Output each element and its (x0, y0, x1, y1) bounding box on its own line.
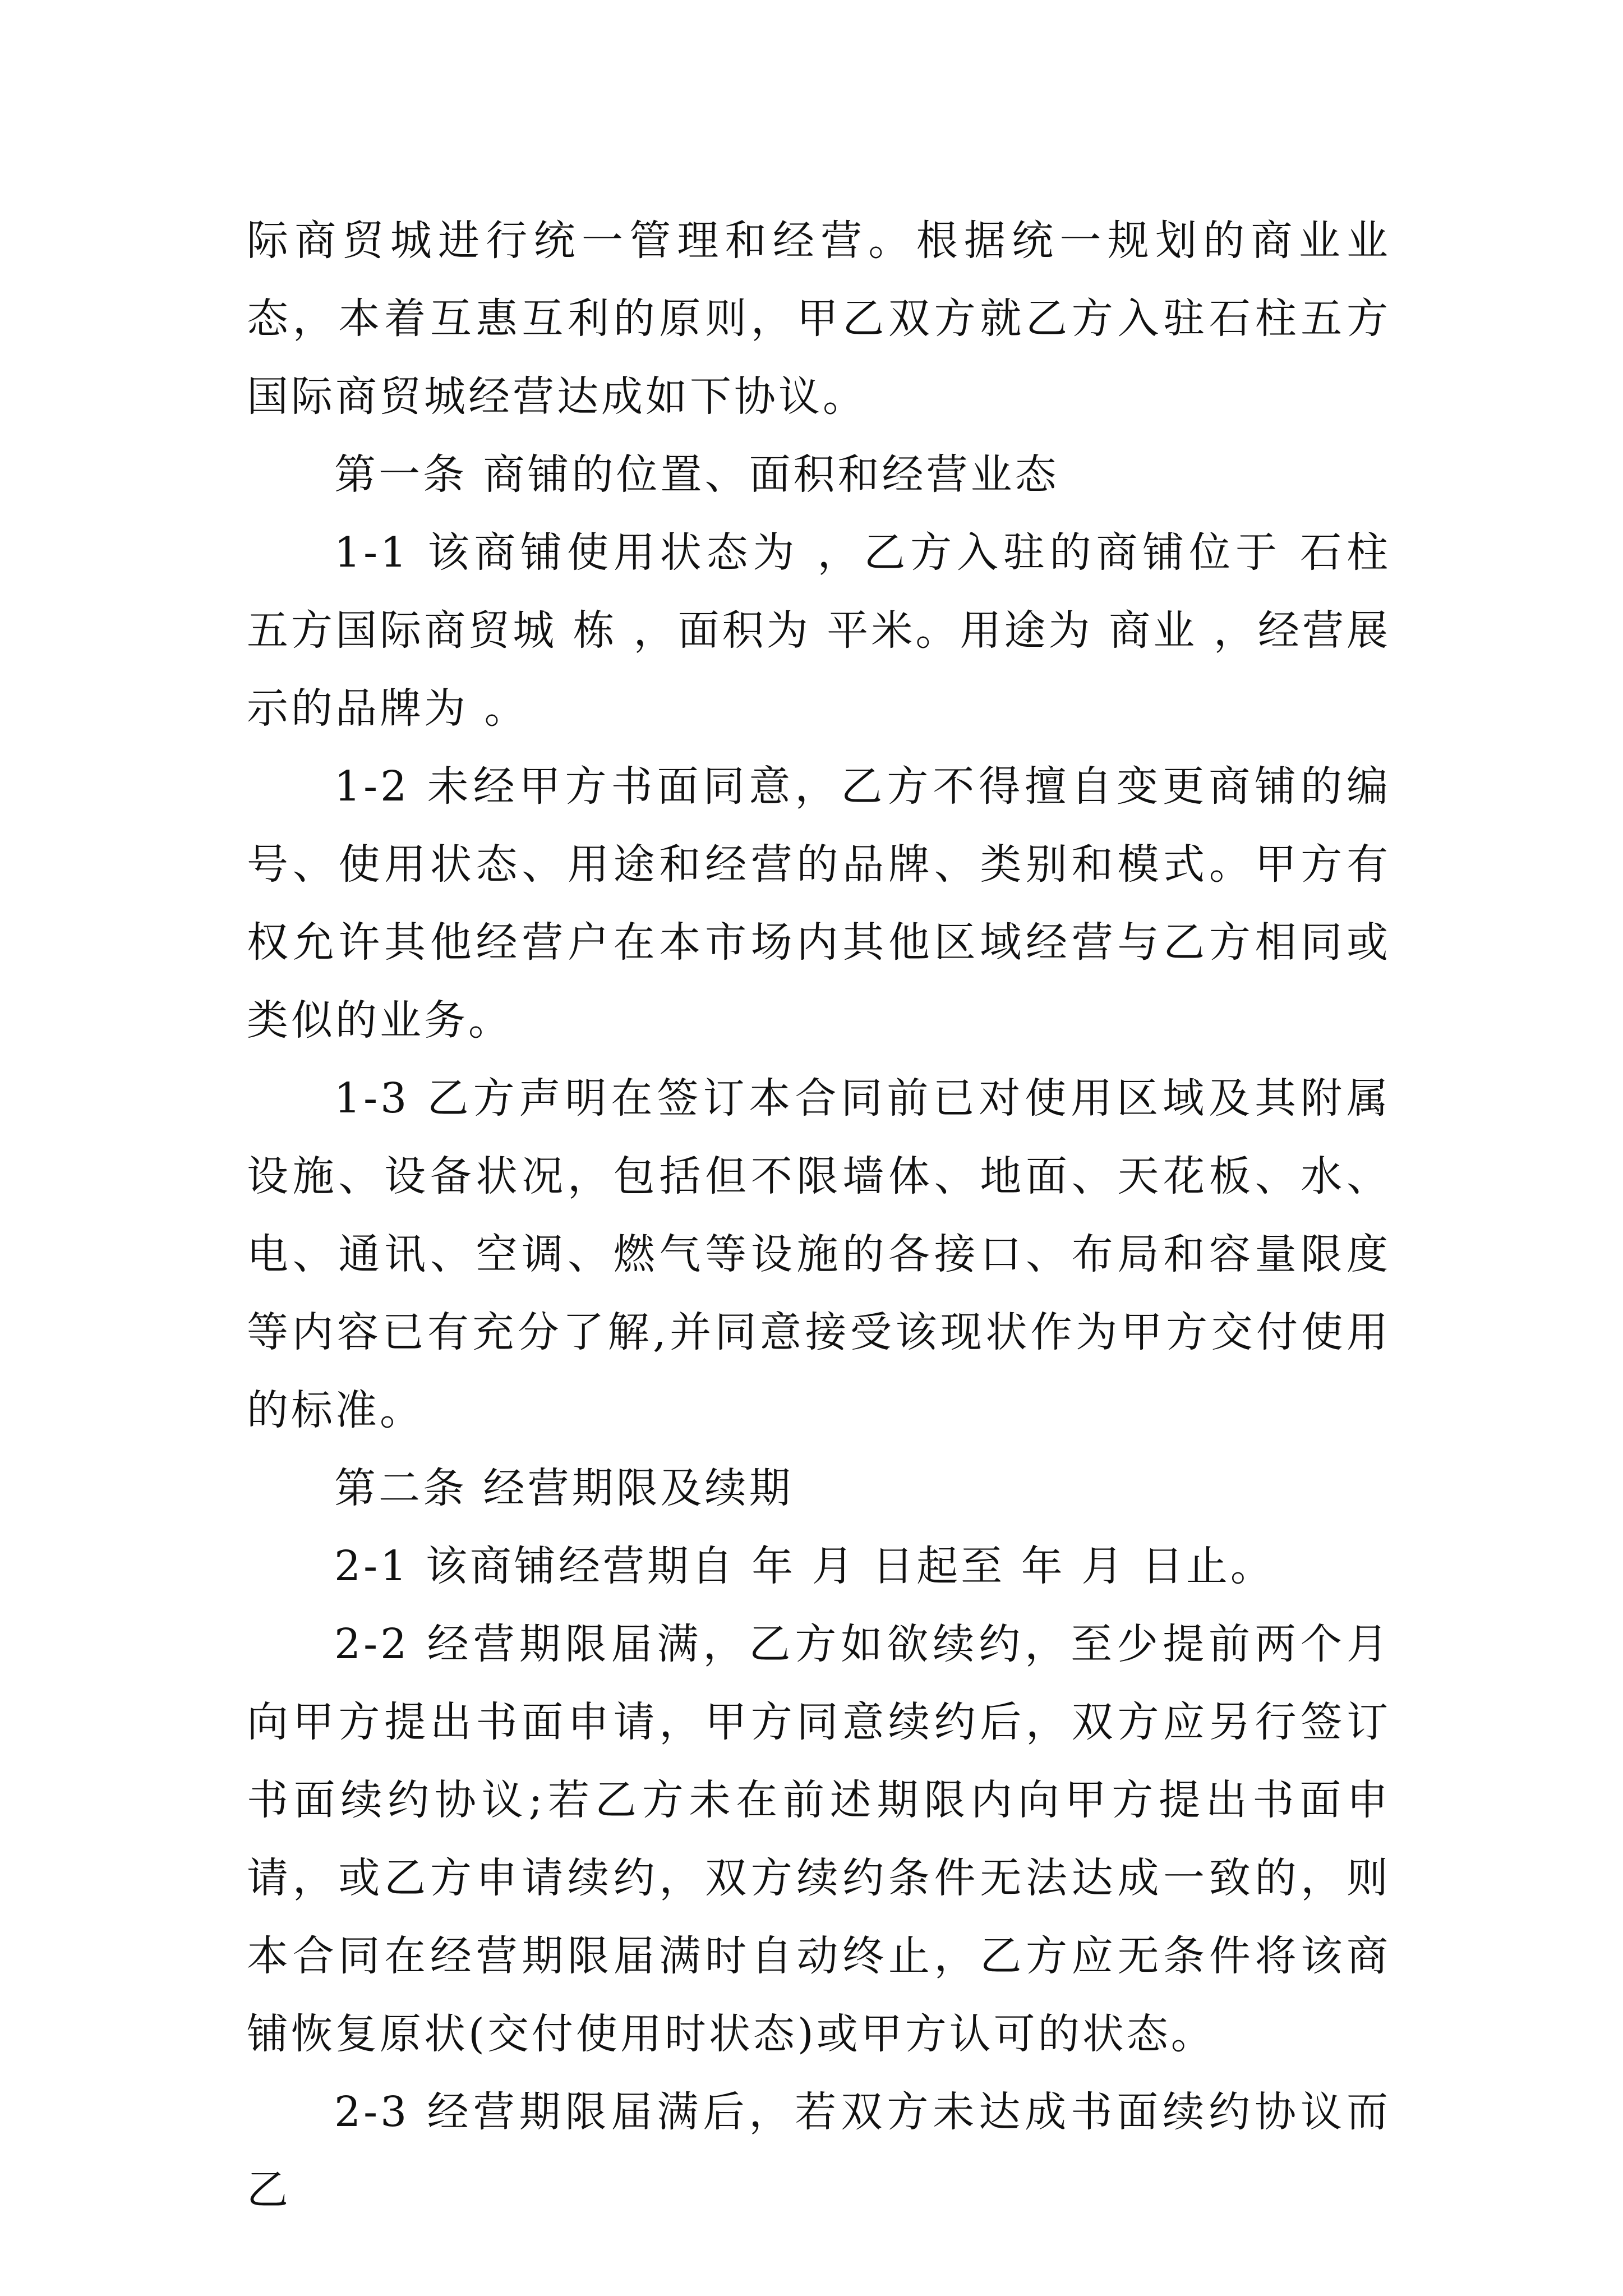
clause-2-1: 2-1 该商铺经营期自 年 月 日起至 年 月 日止。 (334, 1542, 1275, 1590)
section-heading-article-2: 第二条 经营期限及续期 (334, 1464, 794, 1512)
clause-1-3: 1-3 乙方声明在签订本合同前已对使用区域及其附属设施、设备状况，包括但不限墙体、地面、天花板、水、电、通讯、空调、燃气等设施的各接口、布局和容量限度等内容已有充分了解,并同意接受该现状作为甲方交付使用的标准。 (247, 1074, 1391, 1434)
document-body (247, 202, 1391, 2229)
clause-2-3: 2-3 经营期限届满后，若双方未达成书面续约协议而乙 (247, 2088, 1391, 2214)
section-heading-article-1: 第一条 商铺的位置、面积和经营业态 (334, 450, 1059, 499)
paragraph-intro: 际商贸城进行统一管理和经营。根据统一规划的商业业态，本着互惠互利的原则，甲乙双方就乙方入驻石柱五方国际商贸城经营达成如下协议。 (247, 217, 1391, 421)
clause-1-2: 1-2 未经甲方书面同意，乙方不得擅自变更商铺的编号、使用状态、用途和经营的品牌、类别和模式。甲方有权允许其他经营户在本市场内其他区域经营与乙方相同或类似的业务。 (247, 762, 1391, 1045)
clause-2-2: 2-2 经营期限届满，乙方如欲续约，至少提前两个月向甲方提出书面申请，甲方同意续约后，双方应另行签订书面续约协议;若乙方未在前述期限内向甲方提出书面申请，或乙方申请续约，双方续约条件无法达成一致的，则本合同在经营期限届满时自动终止，乙方应无条件将该商铺恢复原状(交付使用时状态)或甲方认可的状态。 (247, 1620, 1391, 2058)
clause-1-1: 1-1 该商铺使用状态为 ，乙方入驻的商铺位于 石柱 五方国际商贸城 栋 ，面积为 平米。用途为 商业 ，经营展示的品牌为 。 (247, 528, 1391, 733)
